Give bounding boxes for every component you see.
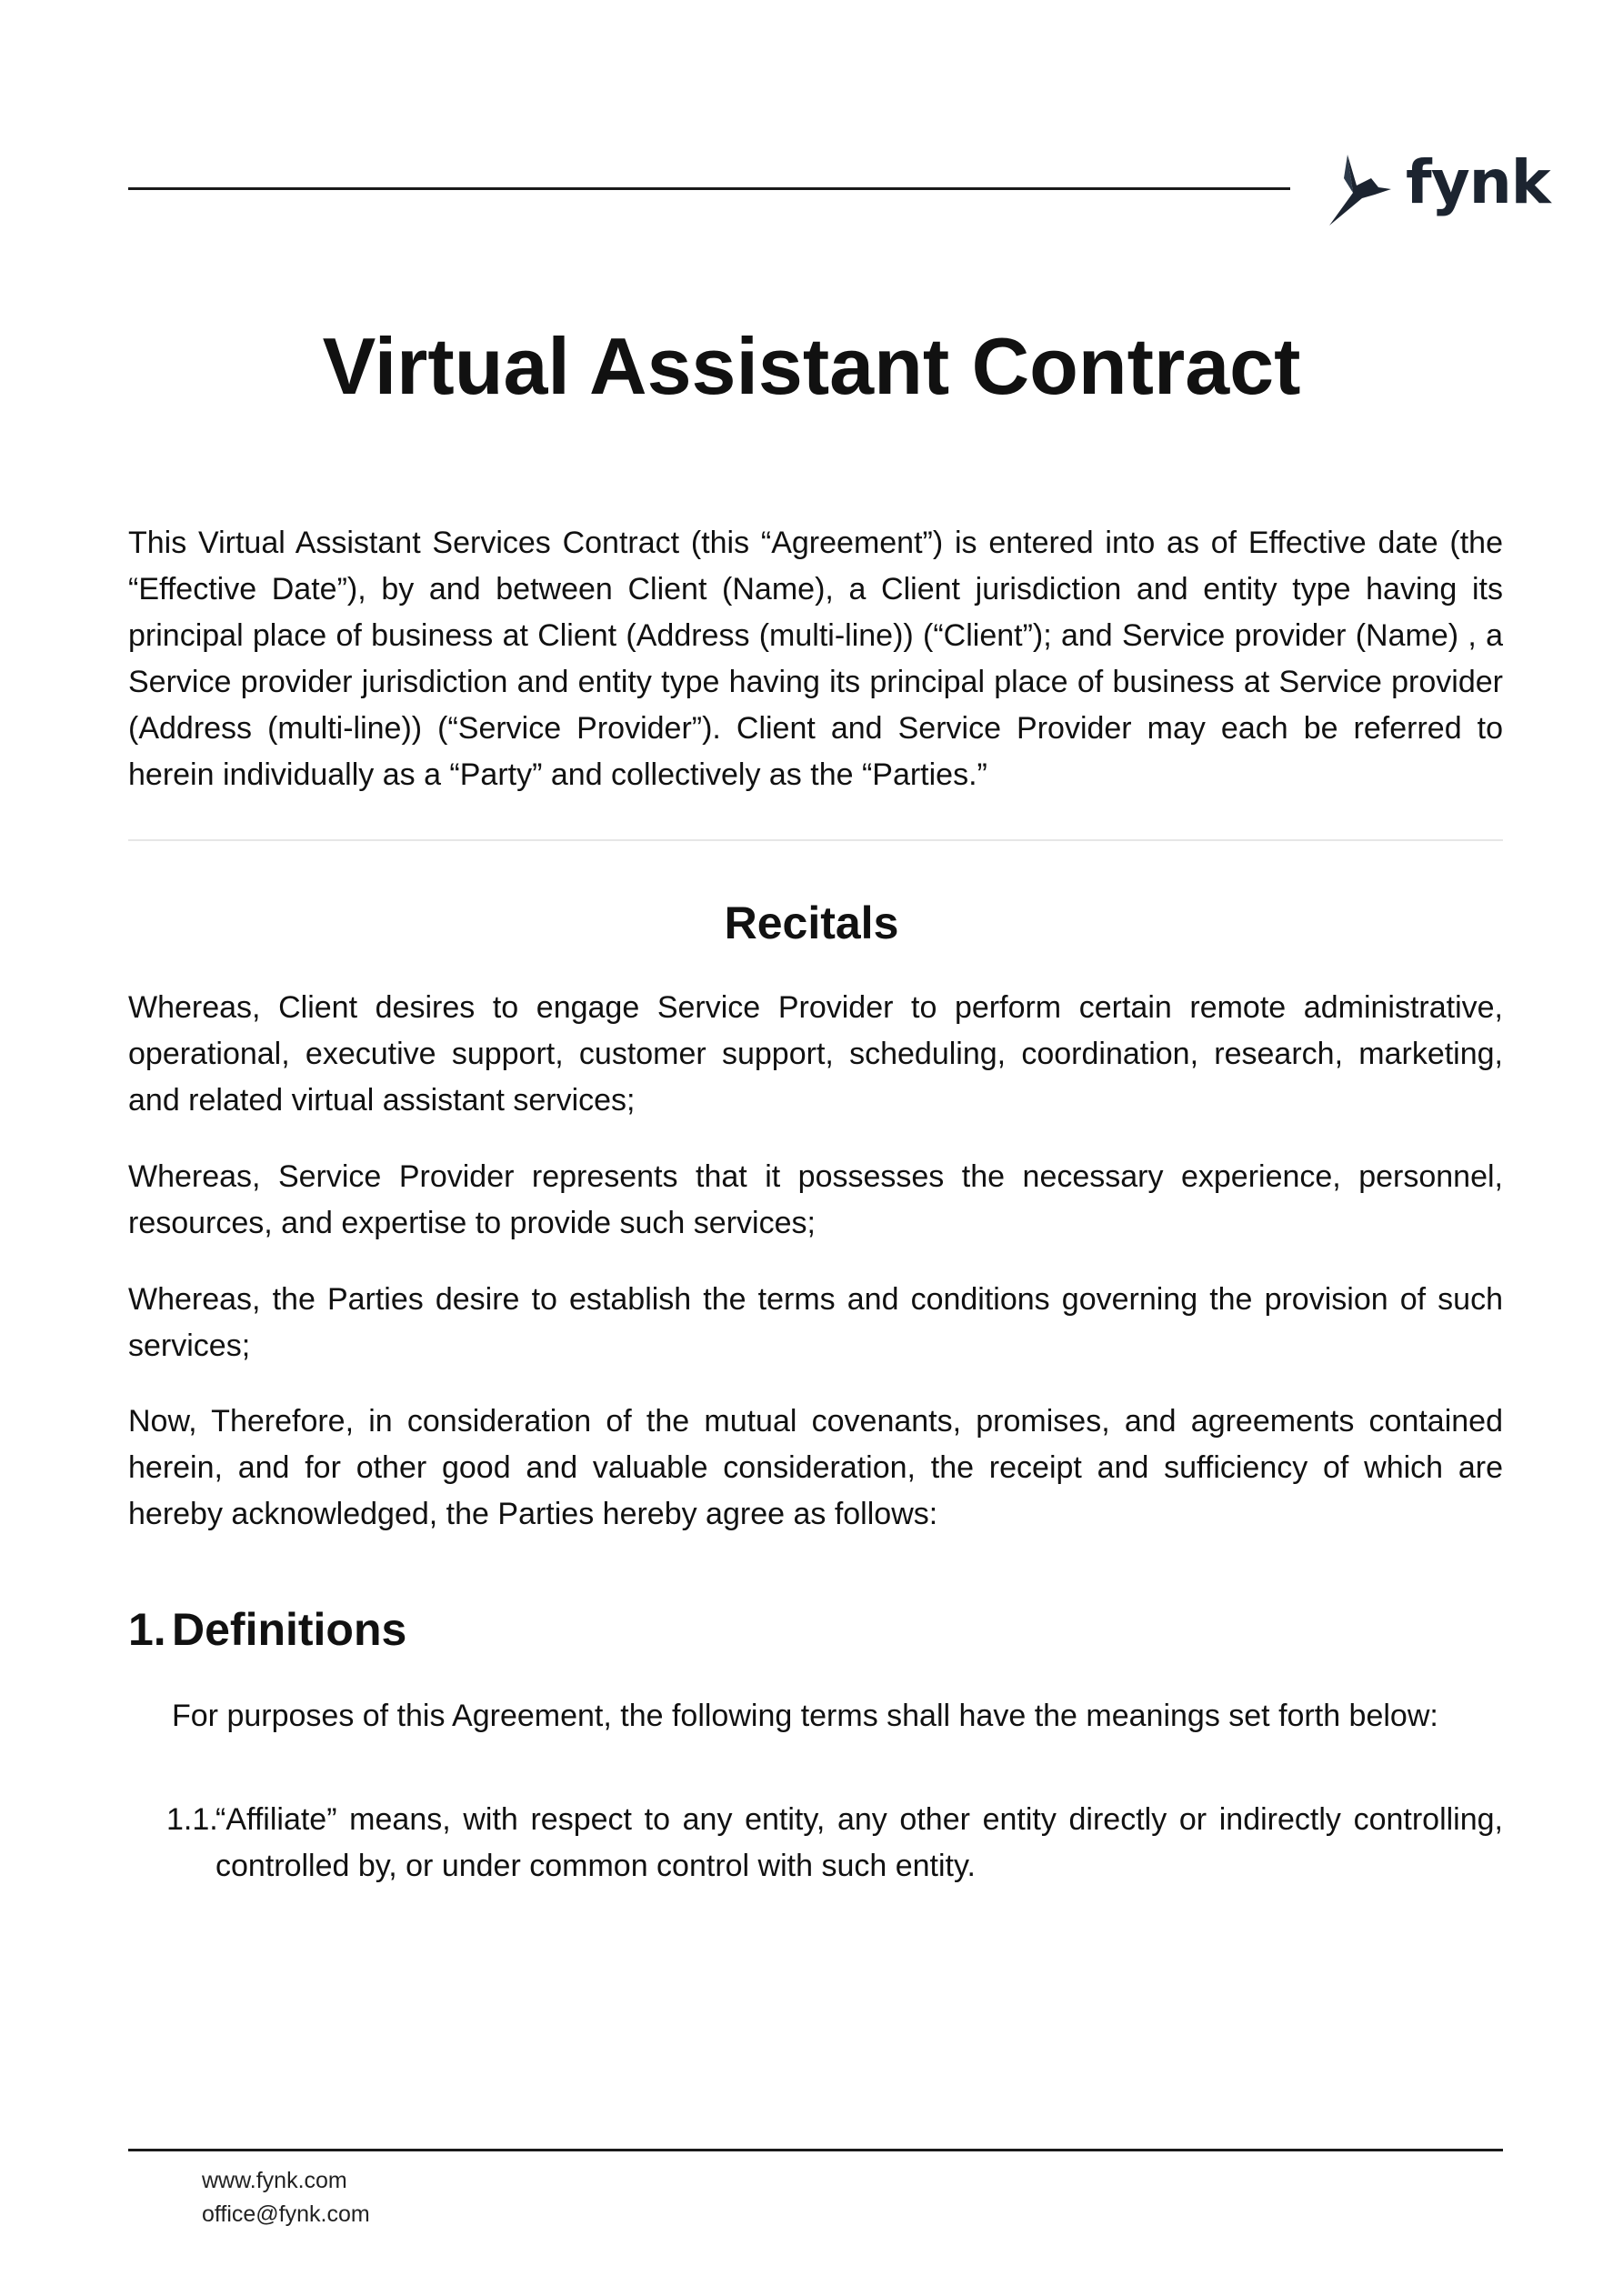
footer-rule (128, 2149, 1503, 2151)
bird-icon (1326, 151, 1398, 233)
recital-paragraph-2: Whereas, Service Provider represents that it possesses the necessary experience, personnel, resources, and expertise to provide such services; (128, 1159, 1503, 1240)
recital-paragraph-1: Whereas, Client desires to engage Service Provider to perform certain remote administrative, operational, executive support, customer support, scheduling, coordination, research, marketing, and related virtual assistant services; (128, 990, 1503, 1118)
brand-name: fynk (1406, 147, 1550, 217)
section-divider (128, 839, 1503, 841)
definitions-intro: For purposes of this Agreement, the following terms shall have the meanings set forth below: (172, 1699, 1438, 1733)
section-heading-definitions (128, 1602, 406, 1657)
clause-number: 1.1. (166, 1802, 218, 1837)
recitals-heading: Recitals (724, 897, 899, 948)
recital-paragraph-4: Now, Therefore, in consideration of the mutual covenants, promises, and agreements contained herein, and for other good and valuable consideration, the receipt and sufficiency of which are hereby acknowledged, the Parties hereby agree as follows: (128, 1404, 1503, 1531)
section-title: Definitions (172, 1604, 407, 1655)
recital-paragraph-3: Whereas, the Parties desire to establish the terms and conditions governing the provision of such services; (128, 1282, 1503, 1363)
footer-email: office@fynk.com (202, 2201, 370, 2227)
header-rule (128, 187, 1290, 190)
section-number: 1. (128, 1604, 166, 1655)
intro-paragraph: This Virtual Assistant Services Contract (this “Agreement”) is entered into as of Effective date (the “Effective Date”), by and between Client (Name), a Client jurisdiction and entity type having its principal place of business at Client (Address (multi-line)) (“Client”); and Service provider (Name) , a Service provider jurisdiction and entity type having its principal place of business at Service provider (Address (multi-line)) (“Service Provider”). Client and Service Provider may each be referred to herein individually as a “Party” and collectively as the “Parties.” (128, 526, 1503, 792)
clause-text: “Affiliate” means, with respect to any entity, any other entity directly or indirectly controlling, controlled by, or under common control with such entity. (215, 1802, 1503, 1883)
document-title: Virtual Assistant Contract (322, 321, 1301, 411)
footer-website: www.fynk.com (202, 2168, 347, 2193)
clause-1-1 (166, 1797, 1503, 1890)
fynk-logo (1326, 147, 1550, 233)
